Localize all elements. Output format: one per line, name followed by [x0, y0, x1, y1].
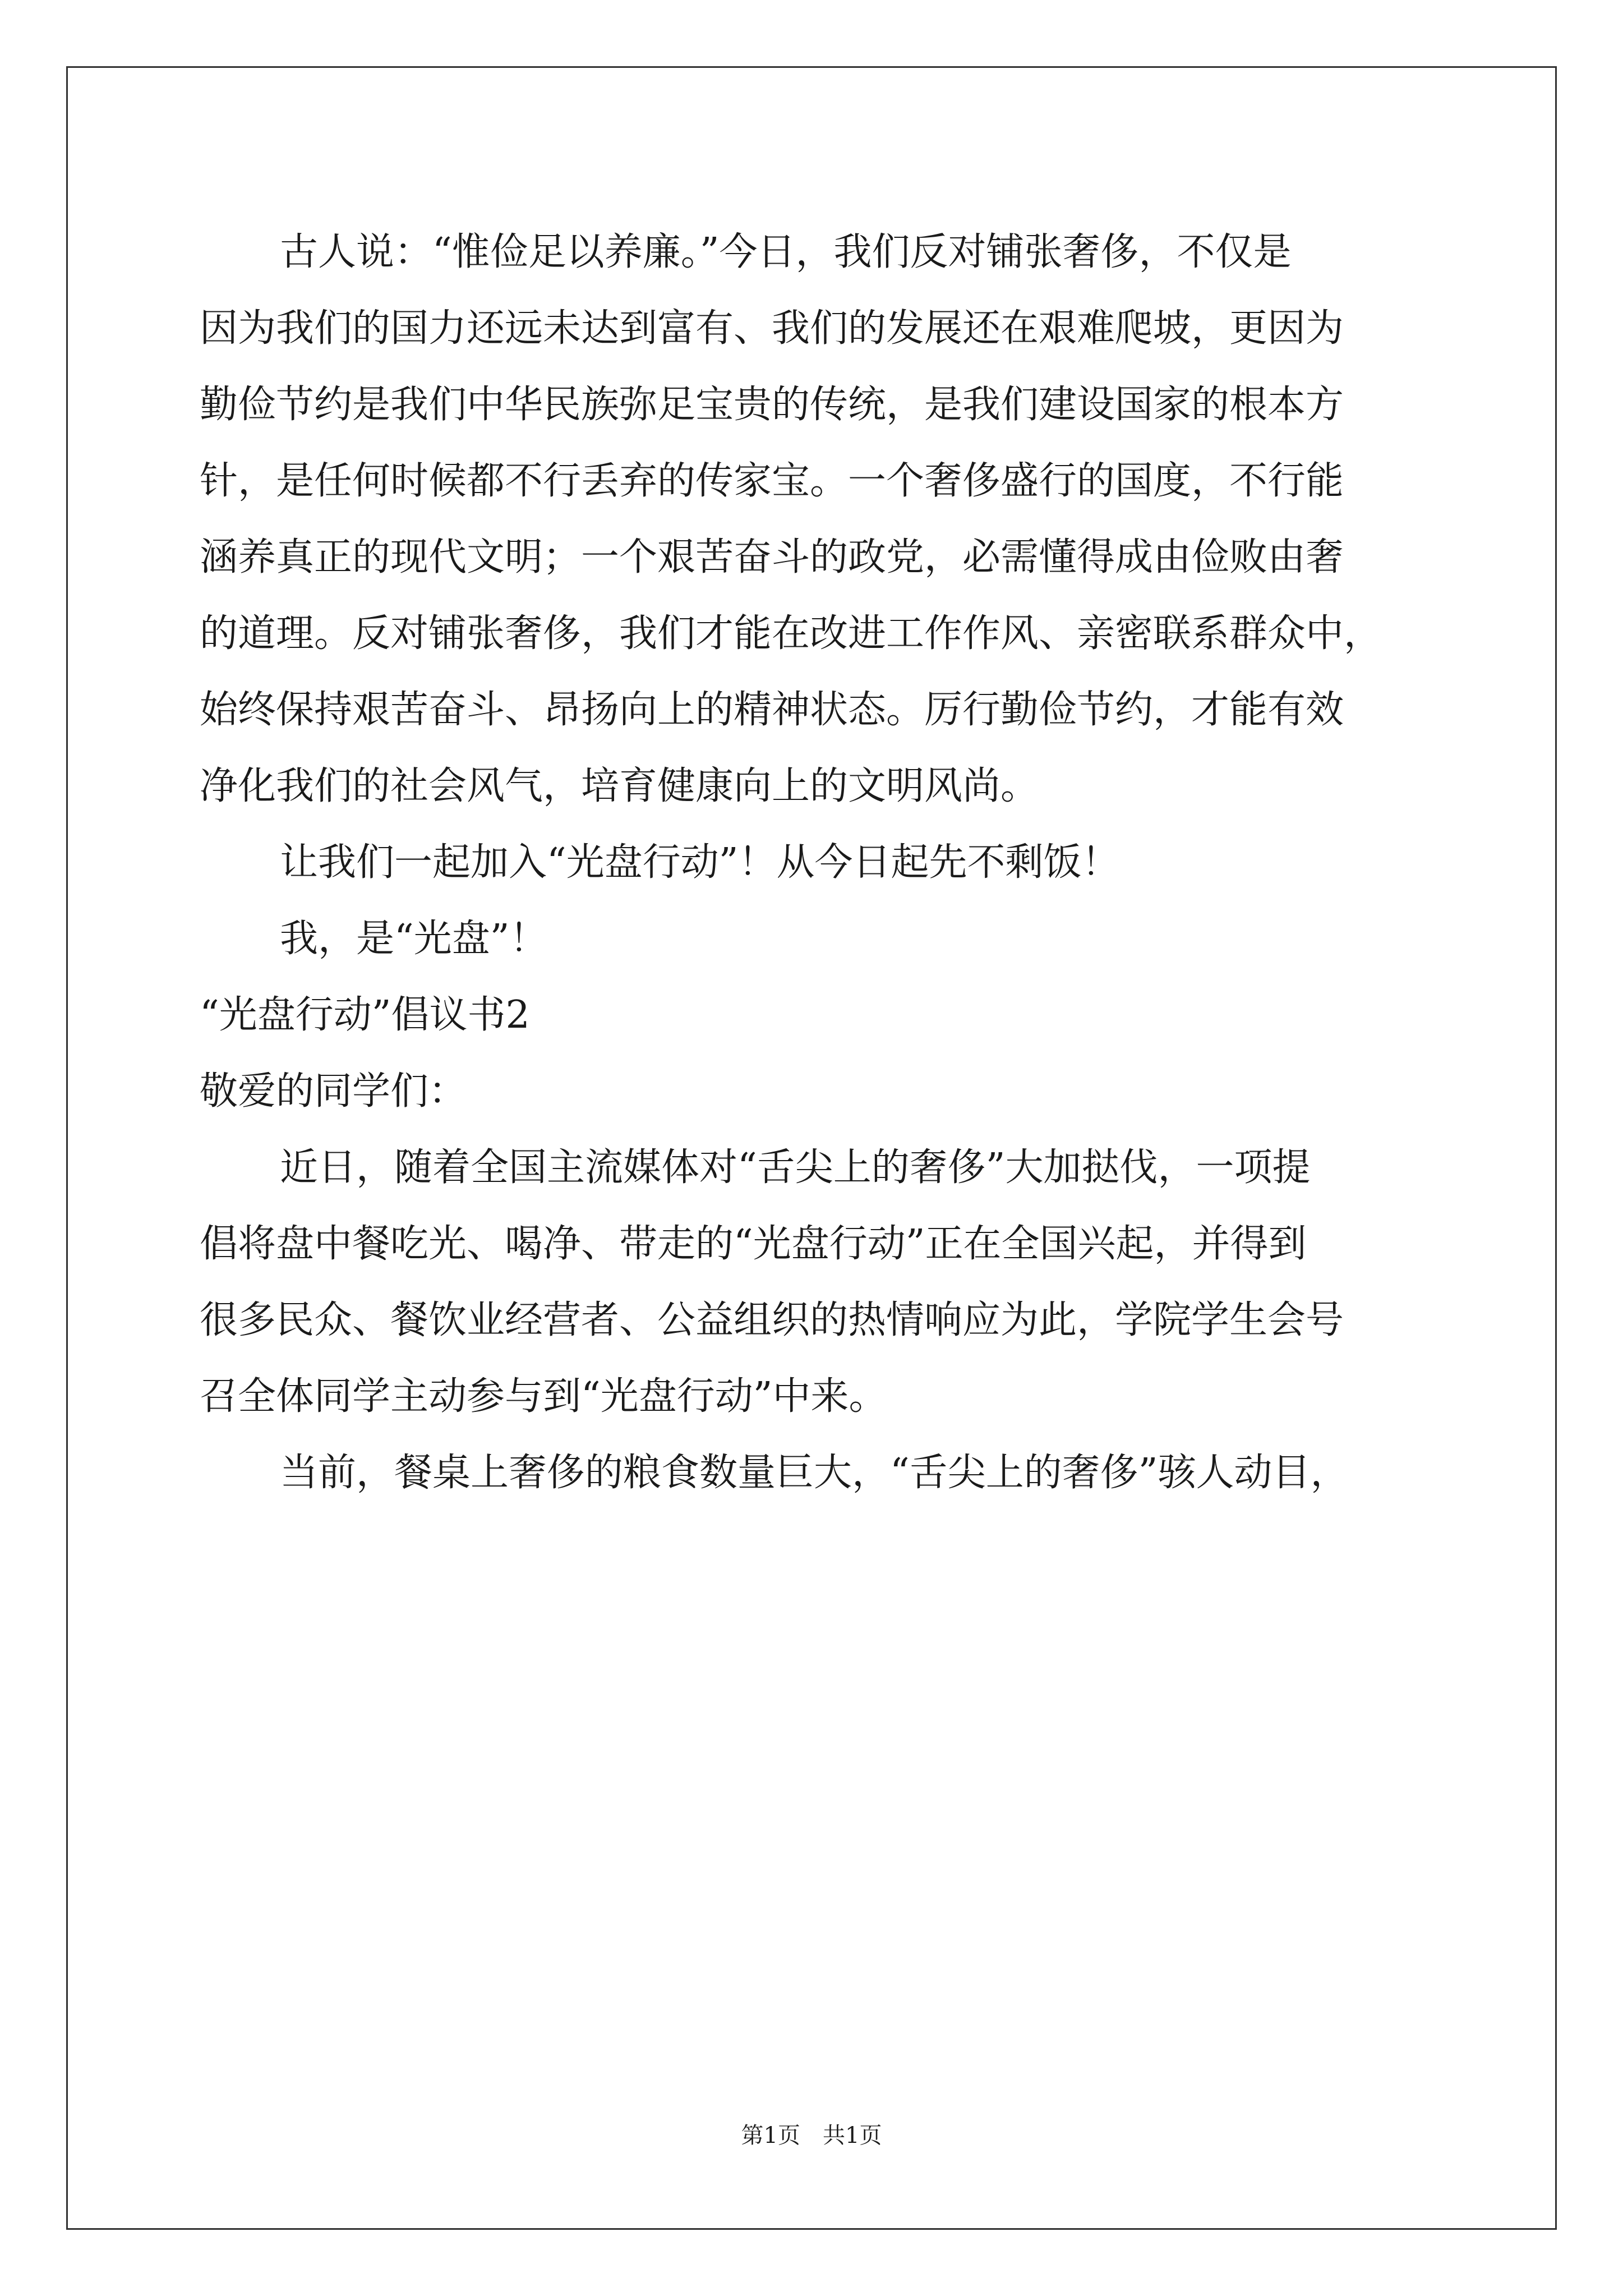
- paragraph-1-line-7: 始终保持艰苦奋斗、昂扬向上的精神状态。厉行勤俭节约，才能有效: [200, 688, 1344, 732]
- paragraph-6-line-2: 倡将盘中餐吃光、喝净、带走的“光盘行动”正在全国兴起，并得到: [200, 1222, 1307, 1266]
- paragraph-1-line-8: 净化我们的社会风气，培育健康向上的文明风尚。: [200, 764, 1039, 808]
- paragraph-1-line-6: 的道理。反对铺张奢侈，我们才能在改进工作作风、亲密联系群众中，: [200, 611, 1382, 656]
- page-footer: 第1页 共1页: [741, 2123, 882, 2148]
- paragraph-1-line-5: 涵养真正的现代文明；一个艰苦奋斗的政党，必需懂得成由俭败由奢: [200, 535, 1344, 579]
- section-heading: “光盘行动”倡议书2: [200, 993, 530, 1037]
- paragraph-6-line-1: 近日，随着全国主流媒体对“舌尖上的奢侈”大加挞伐，一项提: [280, 1145, 1311, 1190]
- salutation: 敬爱的同学们：: [200, 1069, 467, 1114]
- paragraph-3-line-1: 我，是“光盘”！: [280, 917, 548, 961]
- paragraph-1-line-2: 因为我们的国力还远未达到富有、我们的发展还在艰难爬坡，更因为: [200, 306, 1344, 351]
- paragraph-6-line-4: 召全体同学主动参与到“光盘行动”中来。: [200, 1374, 887, 1419]
- paragraph-1-line-4: 针，是任何时候都不行丢弃的传家宝。一个奢侈盛行的国度，不行能: [200, 459, 1344, 503]
- paragraph-1-line-1: 古人说：“惟俭足以养廉。”今日，我们反对铺张奢侈，不仅是: [280, 230, 1292, 274]
- paragraph-7-line-1: 当前，餐桌上奢侈的粮食数量巨大，“舌尖上的奢侈”骇人动目，: [280, 1451, 1349, 1495]
- paragraph-2-line-1: 让我们一起加入“光盘行动”！从今日起先不剩饭！: [280, 840, 1120, 885]
- paragraph-1-line-3: 勤俭节约是我们中华民族弥足宝贵的传统，是我们建设国家的根本方: [200, 383, 1344, 427]
- paragraph-6-line-3: 很多民众、餐饮业经营者、公益组织的热情响应为此，学院学生会号: [200, 1298, 1344, 1342]
